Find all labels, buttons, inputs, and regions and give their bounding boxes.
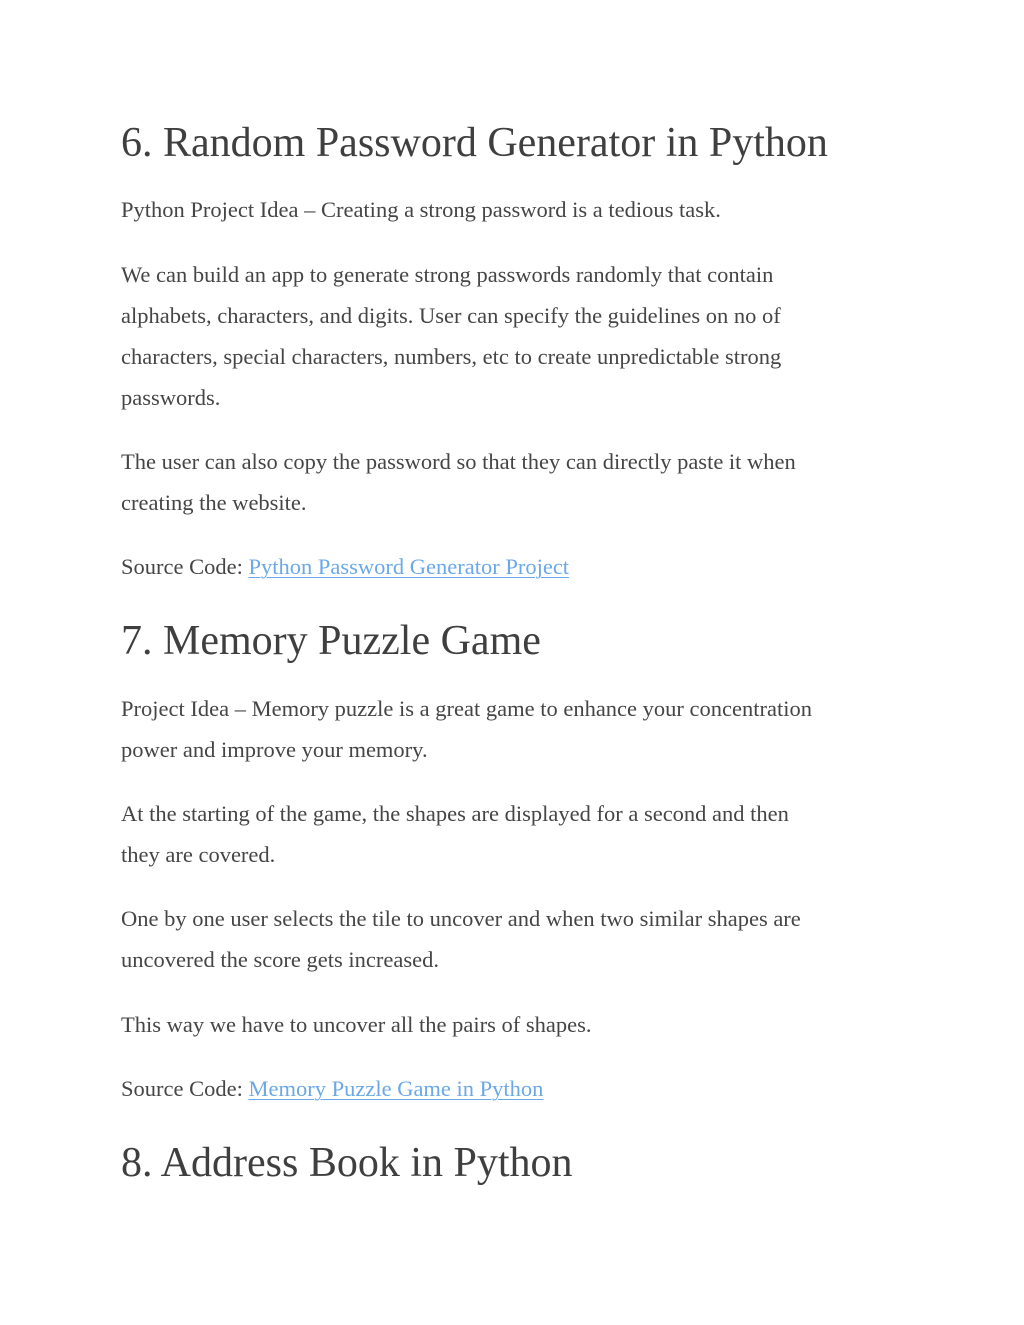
paragraph-line: creating the website.	[121, 490, 307, 515]
paragraph-line: power and improve your memory.	[121, 737, 428, 762]
section-heading-7: 7. Memory Puzzle Game	[121, 618, 541, 664]
paragraph-line: One by one user selects the tile to uncover and when two similar shapes are	[121, 906, 801, 931]
paragraph-line: We can build an app to generate strong passwords randomly that contain	[121, 262, 774, 287]
memory-puzzle-link[interactable]: Memory Puzzle Game in Python	[248, 1076, 544, 1101]
paragraph-line: This way we have to uncover all the pairs of shapes.	[121, 1012, 592, 1037]
paragraph-line: At the starting of the game, the shapes are displayed for a second and then	[121, 801, 789, 826]
paragraph-line: The user can also copy the password so that they can directly paste it when	[121, 449, 796, 474]
paragraph-line: passwords.	[121, 385, 221, 410]
paragraph-line: alphabets, characters, and digits. User can specify the guidelines on no of	[121, 303, 781, 328]
paragraph-line: characters, special characters, numbers, etc to create unpredictable strong	[121, 344, 782, 369]
source-code-label: Source Code:	[121, 554, 249, 579]
paragraph-line: Project Idea – Memory puzzle is a great game to enhance your concentration	[121, 696, 812, 721]
source-code-line	[121, 1069, 543, 1109]
paragraph-line: uncovered the score gets increased.	[121, 947, 439, 972]
password-generator-link[interactable]: Python Password Generator Project	[248, 554, 570, 579]
section-heading-6: 6. Random Password Generator in Python	[121, 120, 828, 166]
source-code-line	[121, 547, 569, 587]
section-heading-8: 8. Address Book in Python	[121, 1140, 573, 1186]
paragraph-line: they are covered.	[121, 842, 276, 867]
paragraph-line: Python Project Idea – Creating a strong password is a tedious task.	[121, 197, 721, 222]
source-code-label: Source Code:	[121, 1076, 249, 1101]
